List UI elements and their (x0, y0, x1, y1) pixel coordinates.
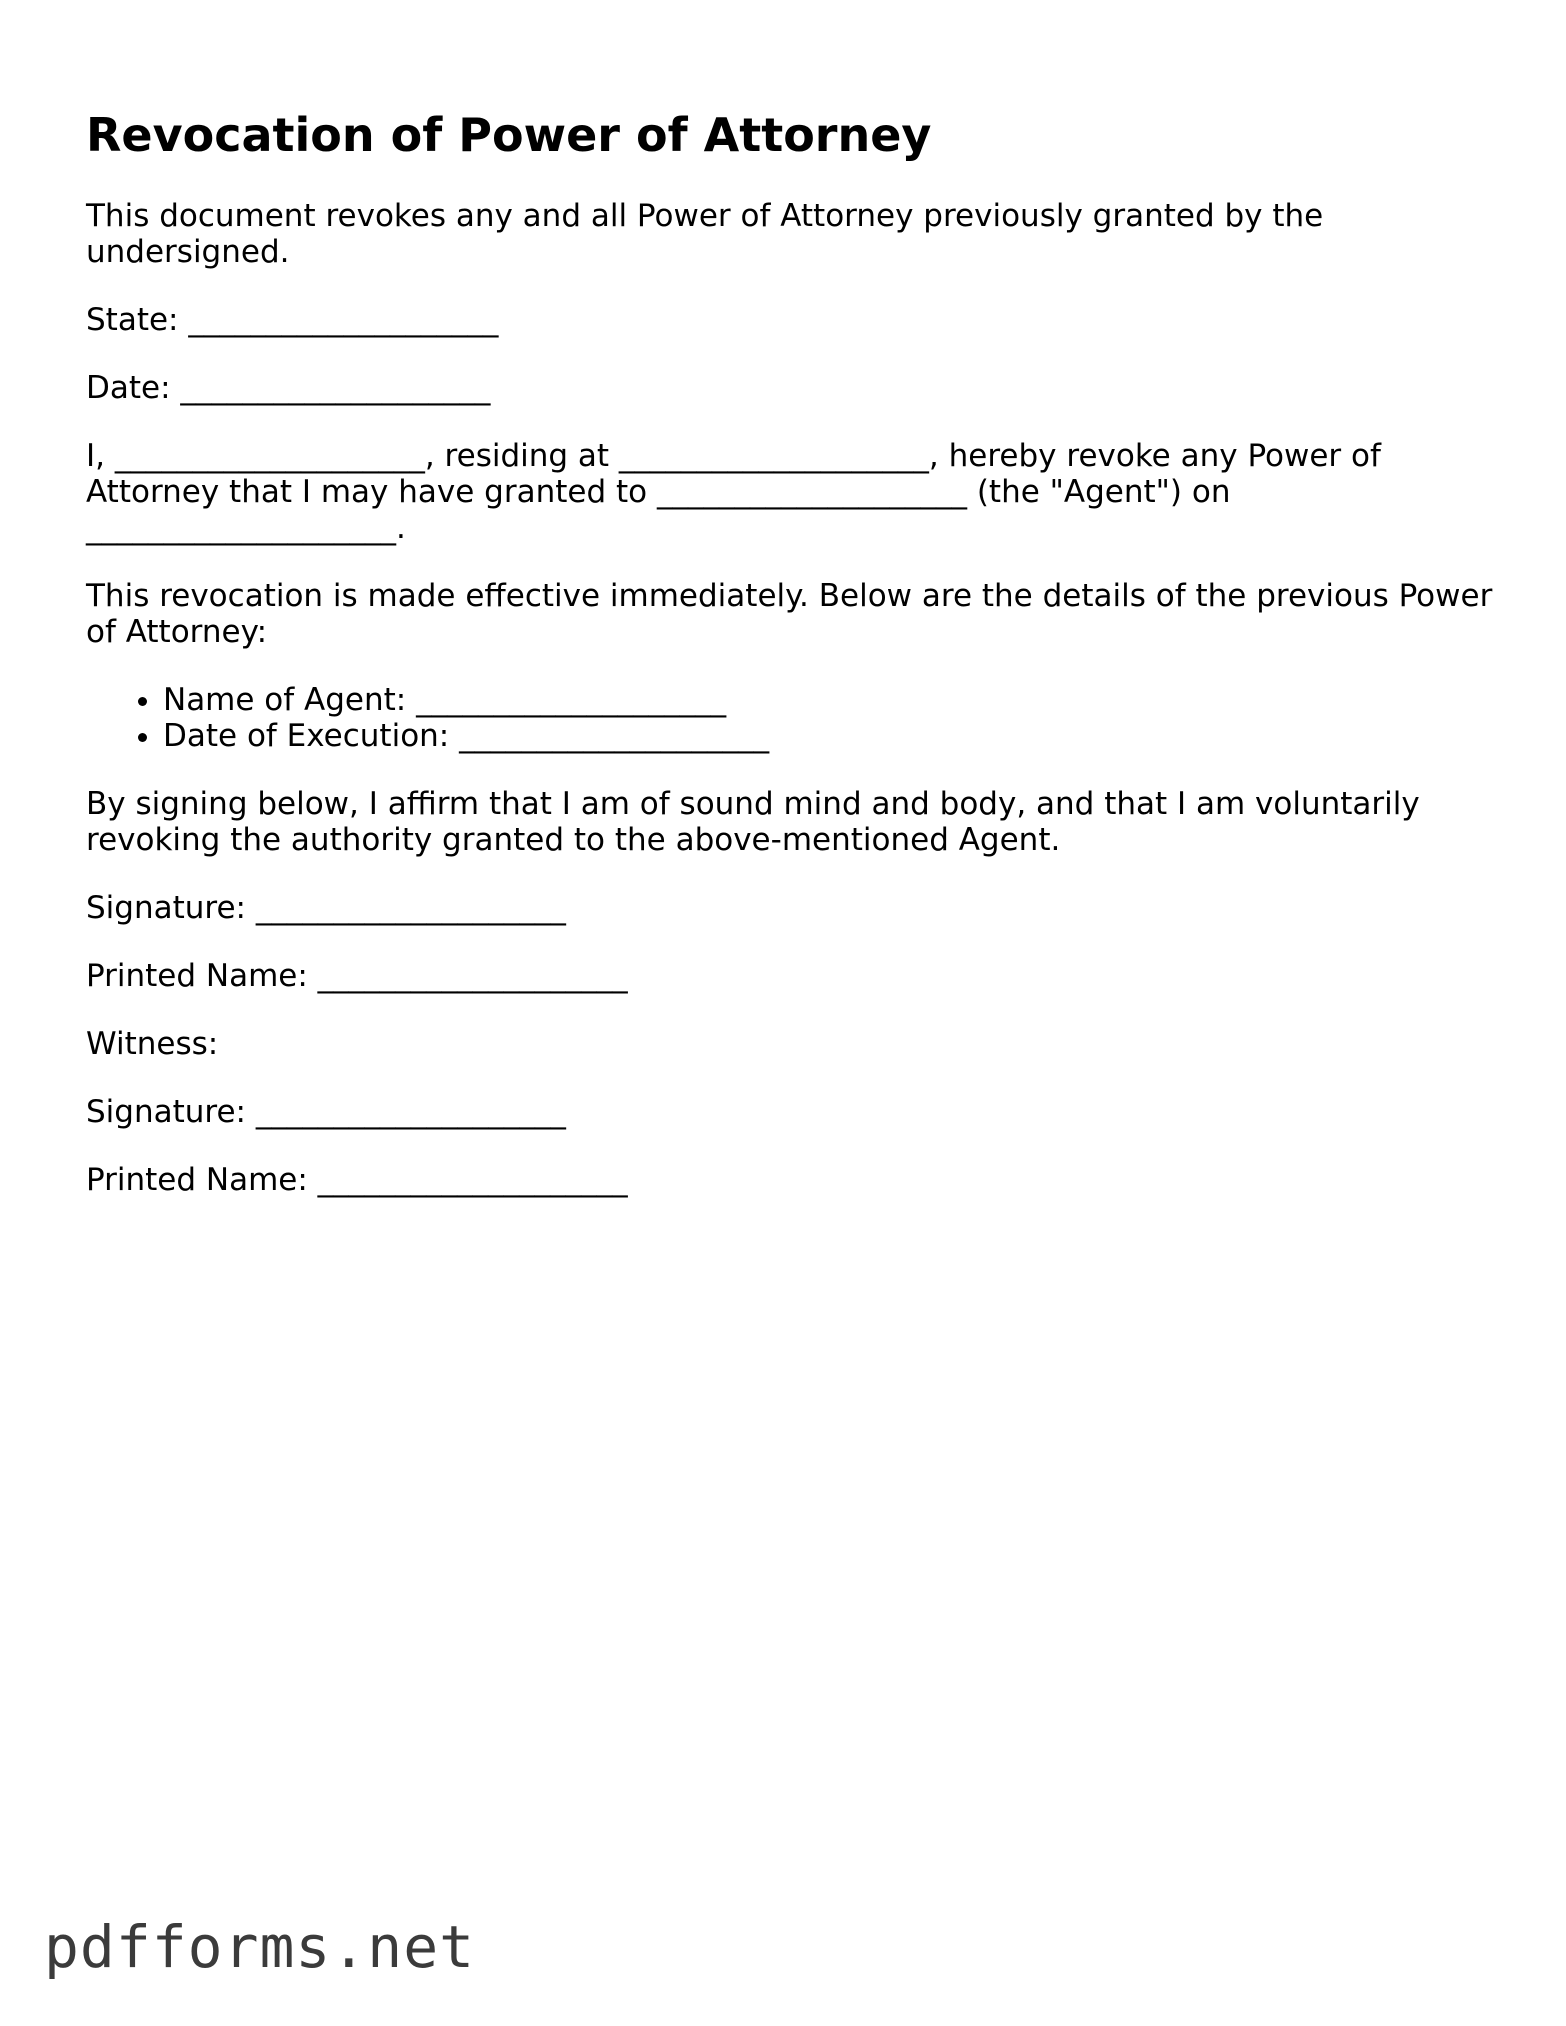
printed-name-line: Printed Name: ____________________ (86, 958, 628, 994)
list-item-name-of-agent: • Name of Agent: ____________________ (163, 682, 1506, 718)
previous-poa-details-list (86, 682, 1506, 754)
document-page (86, 100, 1506, 1198)
date-line: Date: ____________________ (86, 370, 491, 406)
intro-paragraph: This document revokes any and all Power of Attorney previously granted by the undersigned. (86, 198, 1334, 270)
watermark-text: pdfforms.net (44, 1913, 476, 1981)
affirmation-paragraph: By signing below, I affirm that I am of sound mind and body, and that I am voluntarily revoking the authority granted to the above-mentioned Agent. (86, 786, 1430, 858)
list-item-date-of-execution: • Date of Execution: ____________________ (163, 718, 1506, 754)
state-line: State: ____________________ (86, 302, 499, 338)
witness-printed-name-line: Printed Name: ____________________ (86, 1162, 628, 1198)
witness-label: Witness: (86, 1026, 219, 1062)
signature-line: Signature: ____________________ (86, 890, 566, 926)
witness-signature-line: Signature: ____________________ (86, 1094, 566, 1130)
declaration-paragraph: I, ____________________, residing at ____________________, hereby revoke any Power of Attorney that I may have granted to ____________________ (the "Agent") on ____________________. (86, 438, 1391, 546)
effective-statement: This revocation is made effective immediately. Below are the details of the previous Power of Attorney: (86, 578, 1503, 650)
document-title: Revocation of Power of Attorney (86, 108, 932, 162)
